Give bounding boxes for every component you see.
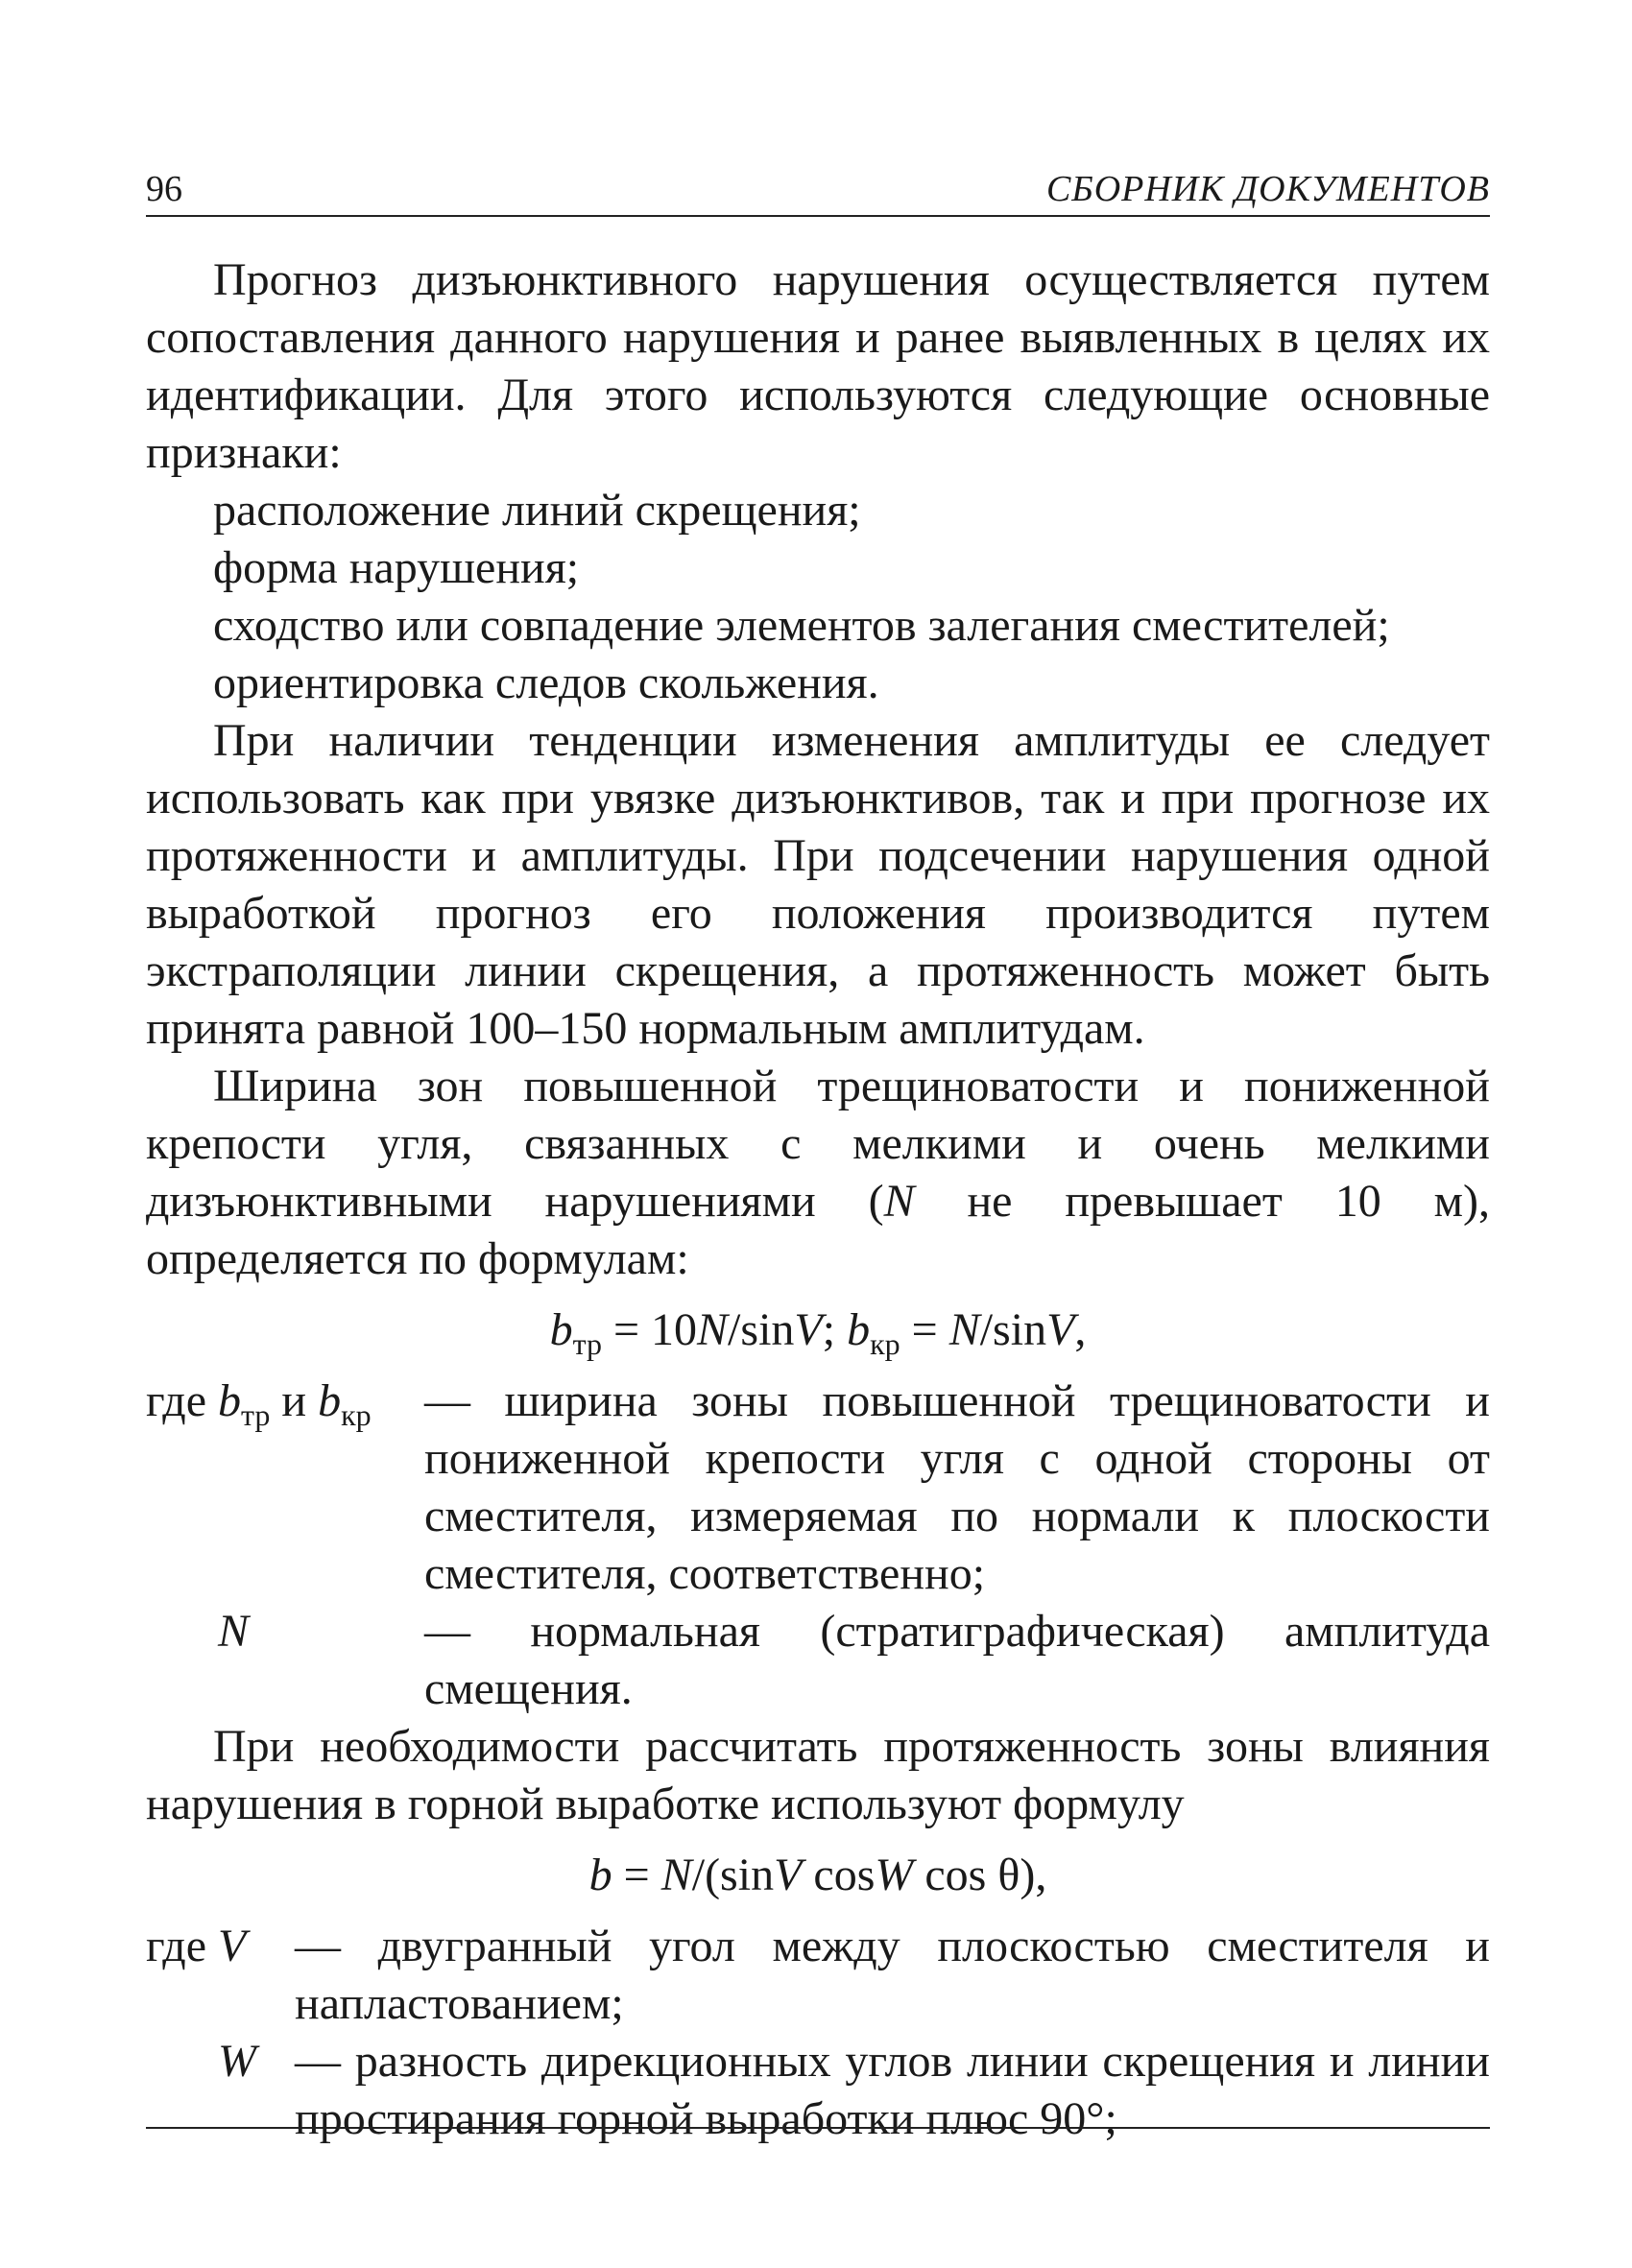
- definitions-1: [146, 1373, 1490, 1718]
- definition-symbol: N: [218, 1606, 250, 1657]
- feature-item: ориентировка следов скольжения.: [213, 657, 879, 708]
- formula-symbol: N: [697, 1304, 729, 1355]
- formula-part: ,: [1074, 1304, 1087, 1355]
- formula-symbol: N: [948, 1304, 980, 1355]
- feature-item: расположение линий скрещения;: [213, 485, 861, 536]
- formula-part: /sin: [728, 1304, 795, 1355]
- formula-part: =: [900, 1304, 949, 1355]
- formula-part: cos θ),: [913, 1850, 1047, 1900]
- formula-symbol: b: [549, 1304, 573, 1355]
- definition-text: — нормальная (стратиграфическая) амплитуда смещения.: [424, 1606, 1490, 1714]
- page-content: [146, 251, 1490, 2148]
- definition-text: — ширина зоны повышенной трещиноватости и пониженной крепости угля с одной стороны от сместителя, измеряемая по нормали к плоскости сместителя, соответственно;: [424, 1375, 1490, 1599]
- definition-text: — разность дирекционных углов линии скрещения и линии простирания горной выработки плюс 90°;: [295, 2036, 1490, 2144]
- formula-length: [146, 1847, 1490, 1904]
- formula-symbol: V: [794, 1304, 823, 1355]
- formula-part: /(sin: [691, 1850, 775, 1900]
- footer-rule: [146, 2127, 1490, 2129]
- page-number: 96: [146, 169, 182, 209]
- formula-subscript: тр: [572, 1326, 602, 1361]
- definition-row: [146, 1918, 1490, 2033]
- definition-lead: где: [146, 1921, 207, 1971]
- definition-symbol: V: [218, 1921, 247, 1971]
- definition-symbol: W: [218, 2036, 256, 2087]
- symbol: b: [318, 1375, 342, 1426]
- definition-row: [146, 1603, 1490, 1718]
- paragraph-4: При необходимости рассчитать протяженность зоны влияния нарушения в горной выработке используют формулу: [146, 1721, 1490, 1829]
- paragraph-1: Прогноз дизъюнктивного нарушения осуществляется путем сопоставления данного нарушения и ранее выявленных в целях их идентификации. Для этого используются следующие основные признаки:: [146, 254, 1490, 478]
- page-header: [146, 171, 1490, 217]
- formula-symbol: N: [660, 1850, 692, 1900]
- definition-row: [146, 2033, 1490, 2148]
- subscript: тр: [241, 1397, 271, 1432]
- feature-item: сходство или совпадение элементов залегания сместителей;: [213, 600, 1390, 651]
- running-title: СБОРНИК ДОКУМЕНТОВ: [1045, 169, 1490, 209]
- formula-part: ;: [822, 1304, 848, 1355]
- feature-item: форма нарушения;: [213, 542, 580, 593]
- paragraph-2: При наличии тенденции изменения амплитуды ее следует использовать как при увязке дизъюнктивов, так и при прогнозе их протяженности и амплитуды. При подсечении нарушения одной выработкой прогноз его положения производится путем экстраполяции линии скрещения, а протяженность может быть принята равной 100–150 нормальным амплитудам.: [146, 715, 1490, 1054]
- formula-symbol: V: [1046, 1304, 1075, 1355]
- formula-width: [146, 1301, 1490, 1359]
- definition-lead: где: [146, 1375, 207, 1426]
- formula-part: =: [612, 1850, 661, 1900]
- conjunction: и: [270, 1375, 319, 1426]
- formula-symbol: b: [588, 1850, 612, 1900]
- formula-part: /sin: [979, 1304, 1047, 1355]
- formula-symbol: b: [847, 1304, 871, 1355]
- formula-part: cos: [802, 1850, 876, 1900]
- subscript: кр: [341, 1397, 372, 1432]
- paragraph-3-text-a: Ширина зон повышенной трещиноватости и пониженной крепости угля, связанных с мелкими и очень мелкими дизъюнктивными нарушениями (: [146, 1061, 1490, 1227]
- formula-part: = 10: [601, 1304, 698, 1355]
- definition-row: [146, 1373, 1490, 1603]
- paragraph-3: [146, 1058, 1490, 1288]
- definition-text: — двугранный угол между плоскостью сместителя и напластованием;: [295, 1921, 1490, 2029]
- definition-symbol: [218, 1373, 424, 1430]
- definitions-2: [146, 1918, 1490, 2148]
- symbol: b: [218, 1375, 241, 1426]
- formula-subscript: кр: [870, 1326, 900, 1361]
- formula-symbol: V: [774, 1850, 803, 1900]
- variable-n: N: [883, 1176, 915, 1227]
- formula-symbol: W: [875, 1850, 914, 1900]
- paragraph-3-text-b: не превышает 10 м), определяется по формулам:: [146, 1176, 1490, 1284]
- page: [146, 171, 1490, 2148]
